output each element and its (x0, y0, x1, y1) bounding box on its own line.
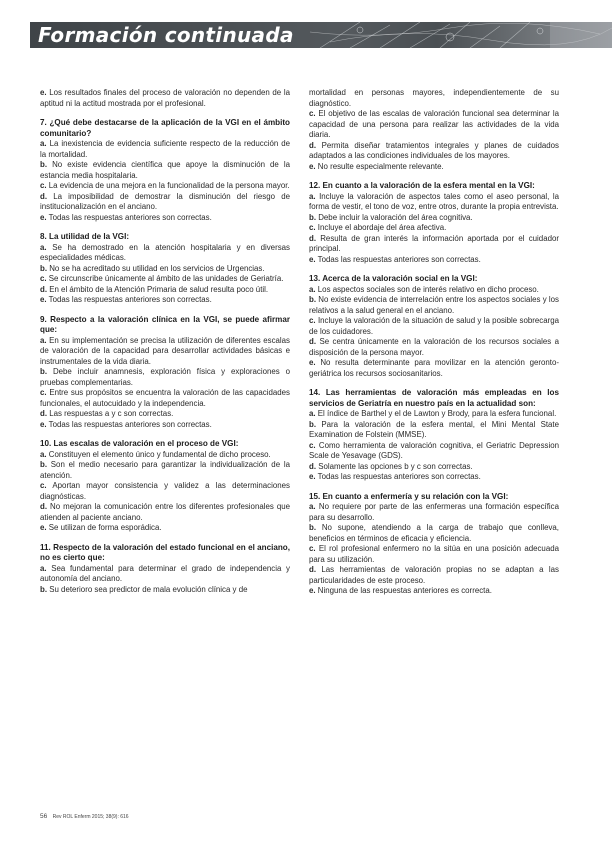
option-letter: a. (309, 409, 316, 418)
answer-option (40, 481, 290, 502)
answer-option (309, 285, 559, 296)
option-letter: a. (40, 139, 47, 148)
option-letter: d. (40, 284, 48, 294)
option-text: Permita diseñar tratamientos integrales y planes de cuidados adaptados a las condiciones individuales de los mayores. (309, 140, 559, 160)
question-title: 12. En cuanto a la valoración de la esfera mental en la VGI: (309, 181, 535, 190)
option-text: Se circunscribe únicamente al ámbito de las unidades de Geriatría. (48, 274, 284, 283)
answer-option (309, 441, 559, 462)
option-letter: c. (309, 109, 316, 118)
right-column (309, 88, 559, 606)
answer-option (309, 255, 559, 266)
option-letter: c. (309, 316, 316, 325)
option-text: La inexistencia de evidencia suficiente respecto de la reducción de la mortalidad. (40, 139, 290, 159)
journal-citation: Rev ROL Enferm 2015; 38(9): 616 (52, 814, 129, 820)
option-text: Para la valoración de la esfera mental, el Mini Mental State Examination de Folstein (MMSE). (309, 419, 559, 439)
option-text: Debe incluir anamnesis, exploración física y exploraciones o pruebas complementarias. (40, 367, 290, 387)
option-letter: d. (309, 565, 317, 574)
question-title: 7. ¿Qué debe destacarse de la aplicación de la VGI en el ámbito comunitario? (40, 118, 290, 138)
question-block (309, 492, 559, 597)
question-title: 13. Acerca de la valoración social en la VGI: (309, 274, 478, 283)
answer-option (309, 295, 559, 316)
option-text: Todas las respuestas anteriores son correctas. (48, 295, 212, 304)
option-letter: e. (309, 358, 316, 367)
question-title: 8. La utilidad de la VGI: (40, 232, 130, 241)
answer-option (309, 88, 559, 109)
option-letter: b. (40, 263, 48, 273)
option-text: No existe evidencia científica que apoye la disminución de la estancia media hospitalaria. (40, 160, 290, 180)
option-letter: b. (40, 584, 48, 594)
question-block (40, 232, 290, 306)
option-letter: e. (309, 254, 316, 264)
option-letter: e. (40, 295, 47, 304)
option-letter: d. (40, 502, 48, 511)
option-text: Sea fundamental para determinar el grado de independencia y autonomía del anciano. (40, 563, 290, 583)
option-text: El índice de Barthel y el de Lawton y Brody, para la esfera funcional. (317, 409, 557, 418)
option-letter: c. (309, 223, 316, 232)
question-title: 9. Respecto a la valoración clínica en la VGI, se puede afirmar que: (40, 314, 290, 334)
answer-option (40, 192, 290, 213)
banner-decoration (300, 22, 612, 48)
option-letter: a. (40, 449, 47, 459)
option-text: En su implementación se precisa la utilización de diferentes escalas de valoración de la capacidad para desarrollar actividades básicas e instrumentales de la vida diaria. (40, 335, 290, 366)
question-block (40, 543, 290, 596)
answer-option (309, 337, 559, 358)
option-letter: d. (40, 191, 48, 201)
option-text: Los aspectos sociales son de interés relativo en dicho proceso. (317, 284, 539, 294)
option-text: Ninguna de las respuestas anteriores es correcta. (317, 586, 492, 595)
question-title: 10. Las escalas de valoración en el proceso de VGI: (40, 439, 239, 448)
option-letter: d. (309, 140, 317, 150)
option-text: Se ha demostrado en la atención hospitalaria y en diversas especialidades médicas. (40, 242, 290, 262)
option-text: Se utilizan de forma esporádica. (48, 523, 162, 532)
answer-option (40, 88, 290, 109)
option-letter: a. (309, 191, 316, 201)
option-text: Las herramientas de valoración propias no se adaptan a las particularidades de este proceso. (309, 565, 560, 585)
question-title: 15. En cuanto a enfermería y su relación con la VGI: (309, 491, 509, 501)
question-block (309, 88, 559, 172)
answer-option (309, 316, 559, 337)
option-text: La imposibilidad de demostrar la disminución del riesgo de institucionalización en el anciano. (40, 191, 290, 211)
option-text: Incluye el abordaje del área afectiva. (317, 223, 447, 232)
answer-option (309, 565, 559, 586)
answer-option (40, 181, 290, 192)
option-text: Se centra únicamente en la valoración de los recursos sociales a disposición de la persona mayor. (309, 337, 559, 357)
option-letter: e. (309, 161, 316, 171)
answer-option (40, 460, 290, 481)
option-letter: d. (40, 409, 48, 418)
option-text: Aportan mayor consistencia y validez a las determinaciones diagnósticas. (40, 481, 290, 501)
option-letter: e. (40, 419, 47, 429)
option-text: Los resultados finales del proceso de valoración no dependen de la aptitud ni la actitud mostrada por el profesional. (40, 88, 290, 108)
section-title: Formación continuada (38, 23, 294, 47)
answer-option (309, 109, 559, 141)
option-letter: a. (309, 284, 316, 294)
option-text: Son el medio necesario para garantizar la individualización de la atención. (40, 460, 290, 480)
question-block (309, 274, 559, 379)
answer-option (309, 358, 559, 379)
option-letter: b. (309, 523, 317, 532)
option-letter: a. (40, 335, 47, 345)
option-letter: a. (40, 563, 47, 573)
question-block (40, 315, 290, 431)
answer-option (40, 523, 290, 534)
answer-option (309, 192, 559, 213)
answer-option (309, 162, 559, 173)
option-letter: b. (309, 212, 317, 222)
option-text: No requiere por parte de las enfermeras una formación específica para su desarrollo. (309, 502, 559, 522)
left-column (40, 88, 290, 604)
option-text: Su deterioro sea predictor de mala evolución clínica y de (49, 584, 248, 594)
answer-option (309, 420, 559, 441)
option-text: Debe incluir la valoración del área cognitiva. (318, 212, 473, 222)
option-text: La evidencia de una mejora en la funcionalidad de la persona mayor. (48, 181, 290, 190)
answer-option (40, 450, 290, 461)
answer-option (309, 544, 559, 565)
option-text: No resulte especialmente relevante. (317, 161, 444, 171)
answer-option (40, 336, 290, 368)
question-block (309, 388, 559, 483)
option-text: Todas las respuestas anteriores son correctas. (48, 212, 212, 222)
question-block (309, 181, 559, 265)
answer-option (40, 564, 290, 585)
option-text: Constituyen el elemento único y fundamental de dicho proceso. (48, 449, 271, 459)
option-letter: b. (309, 295, 317, 304)
answer-option (309, 586, 559, 597)
answer-option (309, 223, 559, 234)
option-letter: d. (309, 337, 317, 346)
option-letter: c. (40, 481, 47, 490)
option-letter: c. (309, 544, 316, 553)
option-letter: b. (40, 160, 48, 169)
answer-option (40, 213, 290, 224)
option-letter: b. (309, 419, 317, 429)
answer-option (40, 274, 290, 285)
answer-option (309, 141, 559, 162)
option-text: No mejoran la comunicación entre los diferentes profesionales que atienden al paciente anciano. (40, 502, 290, 522)
answer-option (309, 213, 559, 224)
section-banner (30, 22, 612, 48)
option-text: mortalidad en personas mayores, independientemente de su diagnóstico. (309, 88, 559, 108)
option-text: Todas las respuestas anteriores son correctas. (317, 254, 481, 264)
option-letter: e. (309, 586, 316, 595)
question-block (40, 118, 290, 223)
option-text: Solamente las opciones b y c son correctas. (318, 461, 473, 471)
option-letter: c. (309, 440, 316, 450)
answer-option (309, 472, 559, 483)
option-letter: c. (40, 388, 47, 397)
answer-option (309, 234, 559, 255)
answer-option (40, 243, 290, 264)
answer-option (309, 523, 559, 544)
question-title: 11. Respecto de la valoración del estado funcional en el anciano, no es cierto que: (40, 542, 290, 562)
question-title: 14. Las herramientas de valoración más empleadas en los servicios de Geriatría en nuestro país en la actualidad son: (309, 388, 559, 408)
answer-option (309, 462, 559, 473)
question-block (40, 439, 290, 534)
answer-option (40, 160, 290, 181)
answer-option (40, 295, 290, 306)
option-text: Resulta de gran interés la información aportada por el cuidador principal. (309, 233, 559, 253)
option-letter: a. (309, 502, 316, 511)
option-letter: b. (40, 460, 48, 469)
option-text: Entre sus propósitos se encuentra la valoración de las capacidades funcionales, el autocuidado y la independencia. (40, 388, 290, 408)
option-letter: e. (309, 472, 316, 481)
answer-option (40, 420, 290, 431)
answer-option (40, 585, 290, 596)
option-text: Todas las respuestas anteriores son correctas. (48, 419, 212, 429)
option-text: Como herramienta de valoración cognitiva, el Geriatric Depression Scale de Yesavage (GDS). (309, 440, 559, 460)
option-letter: b. (40, 367, 48, 376)
answer-option (40, 139, 290, 160)
option-text: No resulta determinante para movilizar en la atención geronto-geriátrica los recursos sociosanitarios. (309, 358, 559, 378)
option-text: Incluye la valoración de la situación de salud y la posible sobrecarga de los cuidadores. (309, 316, 559, 336)
answer-option (40, 264, 290, 275)
answer-option (40, 388, 290, 409)
answer-option (40, 502, 290, 523)
option-text: El objetivo de las escalas de valoración funcional sea determinar la capacidad de una persona para realizar las actividades de la vida diaria. (309, 109, 559, 139)
answer-option (40, 409, 290, 420)
answer-option (309, 409, 559, 420)
option-letter: e. (40, 523, 47, 532)
page-footer (40, 813, 129, 820)
option-text: En el ámbito de la Atención Primaria de salud resulta poco útil. (49, 284, 269, 294)
option-letter: d. (309, 233, 317, 243)
option-letter: c. (40, 181, 47, 190)
option-letter: e. (40, 212, 47, 222)
option-text: Las respuestas a y c son correctas. (49, 409, 174, 418)
option-text: Incluye la valoración de aspectos tales como el aseo personal, la forma de vestir, el tono de voz, entre otros, durante la propia entrevista. (309, 191, 559, 211)
option-letter: c. (40, 274, 47, 283)
question-block (40, 88, 290, 109)
option-text: El rol profesional enfermero no la sitúa en una posición adecuada para su utilización. (309, 544, 559, 564)
option-letter: a. (40, 242, 47, 252)
answer-option (40, 367, 290, 388)
answer-option (309, 502, 559, 523)
option-text: Todas las respuestas anteriores son correctas. (317, 472, 481, 481)
page-number: 56 (40, 813, 48, 820)
option-letter: e. (40, 88, 47, 97)
option-text: No existe evidencia de interrelación entre los aspectos sociales y los relativos a la salud general en el anciano. (309, 295, 559, 315)
option-text: No se ha acreditado su utilidad en los servicios de Urgencias. (49, 263, 265, 273)
answer-option (40, 285, 290, 296)
option-letter: d. (309, 461, 317, 471)
option-text: No supone, atendiendo a la carga de trabajo que conlleva, beneficios en términos de eficacia y eficiencia. (309, 523, 559, 543)
